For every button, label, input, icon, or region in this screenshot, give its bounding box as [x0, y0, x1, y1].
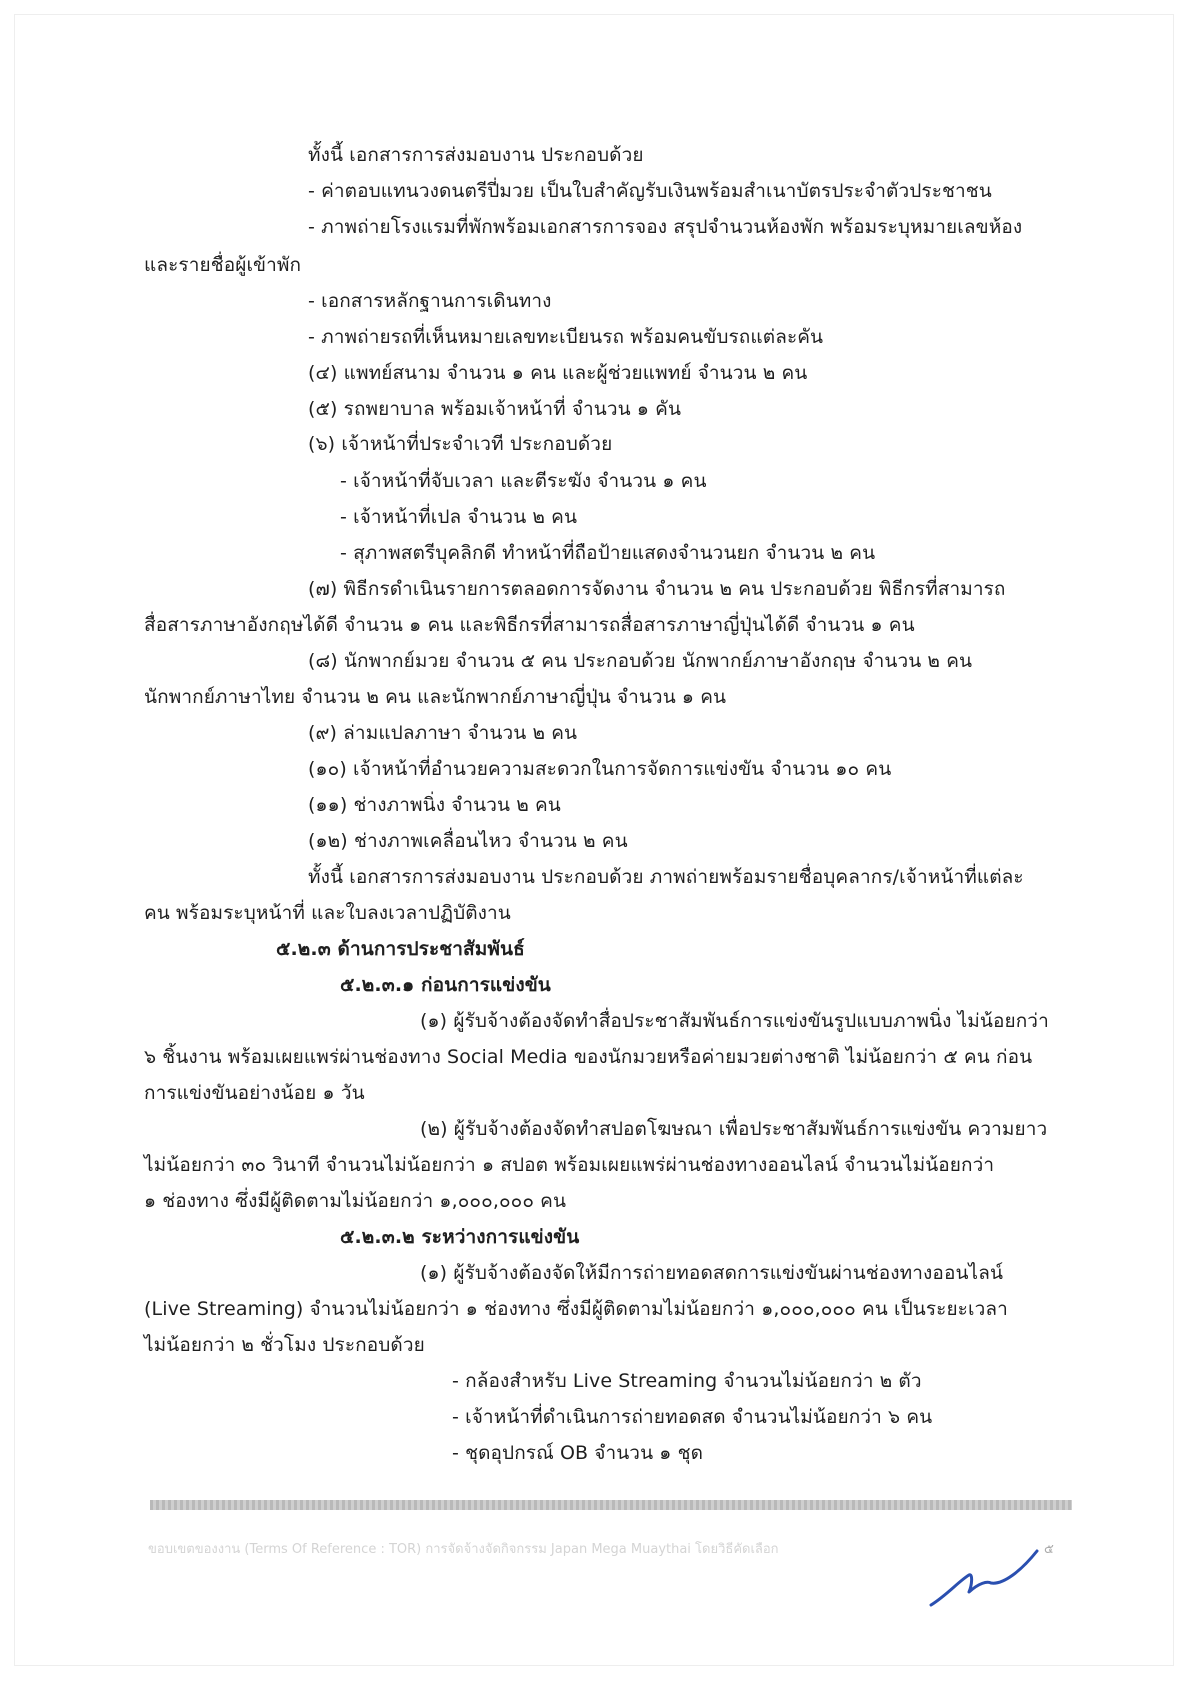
body-line: (๑๒) ช่างภาพเคลื่อนไหว จำนวน ๒ คน: [308, 830, 628, 852]
body-line: (Live Streaming) จำนวนไม่น้อยกว่า ๑ ช่องทาง ซึ่งมีผู้ติดตามไม่น้อยกว่า ๑,๐๐๐,๐๐๐ คน เป็นระยะเวลา: [144, 1298, 1008, 1320]
section-heading: ๕.๒.๓ ด้านการประชาสัมพันธ์: [276, 938, 525, 960]
body-line: ๖ ชิ้นงาน พร้อมเผยแพร่ผ่านช่องทาง Social Media ของนักมวยหรือค่ายมวยต่างชาติ ไม่น้อยกว่า ๕ คน ก่อน: [144, 1046, 1033, 1068]
body-line: - ค่าตอบแทนวงดนตรีปี่มวย เป็นใบสำคัญรับเงินพร้อมสำเนาบัตรประจำตัวประชาชน: [308, 180, 992, 202]
body-line: (๕) รถพยาบาล พร้อมเจ้าหน้าที่ จำนวน ๑ คัน: [308, 398, 682, 420]
body-line: ทั้งนี้ เอกสารการส่งมอบงาน ประกอบด้วย: [308, 144, 644, 166]
body-line: - เจ้าหน้าที่เปล จำนวน ๒ คน: [340, 506, 578, 528]
body-line: และรายชื่อผู้เข้าพัก: [144, 254, 302, 276]
body-line: (๑) ผู้รับจ้างต้องจัดทำสื่อประชาสัมพันธ์การแข่งขันรูปแบบภาพนิ่ง ไม่น้อยกว่า: [420, 1010, 1049, 1032]
body-line: - ชุดอุปกรณ์ OB จำนวน ๑ ชุด: [452, 1442, 704, 1464]
body-line: - เจ้าหน้าที่ดำเนินการถ่ายทอดสด จำนวนไม่น้อยกว่า ๖ คน: [452, 1406, 933, 1428]
body-line: (๙) ล่ามแปลภาษา จำนวน ๒ คน: [308, 722, 578, 744]
body-line: (๖) เจ้าหน้าที่ประจำเวที ประกอบด้วย: [308, 433, 613, 455]
page-number: ๕: [1044, 1542, 1054, 1557]
body-line: - เจ้าหน้าที่จับเวลา และตีระฆัง จำนวน ๑ คน: [340, 470, 707, 492]
signature-icon: [925, 1545, 1045, 1615]
body-line: ไม่น้อยกว่า ๒ ชั่วโมง ประกอบด้วย: [144, 1334, 425, 1356]
body-line: ๑ ช่องทาง ซึ่งมีผู้ติดตามไม่น้อยกว่า ๑,๐๐๐,๐๐๐ คน: [144, 1190, 567, 1212]
footer-text: ขอบเขตของงาน (Terms Of Reference : TOR) การจัดจ้างจัดกิจกรรม Japan Mega Muaythai โดยวิธีคัดเลือก: [148, 1542, 779, 1557]
body-line: คน พร้อมระบุหน้าที่ และใบลงเวลาปฏิบัติงาน: [144, 902, 511, 924]
section-heading: ๕.๒.๓.๒ ระหว่างการแข่งขัน: [340, 1226, 580, 1248]
body-line: (๘) นักพากย์มวย จำนวน ๕ คน ประกอบด้วย นักพากย์ภาษาอังกฤษ จำนวน ๒ คน: [308, 650, 973, 672]
body-line: ทั้งนี้ เอกสารการส่งมอบงาน ประกอบด้วย ภาพถ่ายพร้อมรายชื่อบุคลากร/เจ้าหน้าที่แต่ละ: [308, 866, 1024, 888]
body-line: (๗) พิธีกรดำเนินรายการตลอดการจัดงาน จำนวน ๒ คน ประกอบด้วย พิธีกรที่สามารถ: [308, 578, 1006, 600]
body-line: (๔) แพทย์สนาม จำนวน ๑ คน และผู้ช่วยแพทย์ จำนวน ๒ คน: [308, 362, 808, 384]
body-line: ไม่น้อยกว่า ๓๐ วินาที จำนวนไม่น้อยกว่า ๑ สปอต พร้อมเผยแพร่ผ่านช่องทางออนไลน์ จำนวนไม่น้อยกว่า: [144, 1154, 995, 1176]
body-line: - ภาพถ่ายโรงแรมที่พักพร้อมเอกสารการจอง สรุปจำนวนห้องพัก พร้อมระบุหมายเลขห้อง: [308, 216, 1023, 238]
body-line: การแข่งขันอย่างน้อย ๑ วัน: [144, 1082, 365, 1104]
body-line: - ภาพถ่ายรถที่เห็นหมายเลขทะเบียนรถ พร้อมคนขับรถแต่ละคัน: [308, 326, 824, 348]
body-line: (๒) ผู้รับจ้างต้องจัดทำสปอตโฆษณา เพื่อประชาสัมพันธ์การแข่งขัน ความยาว: [420, 1118, 1048, 1140]
body-line: สื่อสารภาษาอังกฤษได้ดี จำนวน ๑ คน และพิธีกรที่สามารถสื่อสารภาษาญี่ปุ่นได้ดี จำนวน ๑ คน: [144, 614, 915, 636]
body-line: - เอกสารหลักฐานการเดินทาง: [308, 290, 552, 312]
body-line: - กล้องสำหรับ Live Streaming จำนวนไม่น้อยกว่า ๒ ตัว: [452, 1370, 922, 1392]
footer-rule: [150, 1500, 1072, 1510]
section-heading: ๕.๒.๓.๑ ก่อนการแข่งขัน: [340, 974, 551, 996]
body-line: (๑๑) ช่างภาพนิ่ง จำนวน ๒ คน: [308, 794, 561, 816]
body-line: (๑) ผู้รับจ้างต้องจัดให้มีการถ่ายทอดสดการแข่งขันผ่านช่องทางออนไลน์: [420, 1262, 1004, 1284]
body-line: - สุภาพสตรีบุคลิกดี ทำหน้าที่ถือป้ายแสดงจำนวนยก จำนวน ๒ คน: [340, 542, 876, 564]
body-line: นักพากย์ภาษาไทย จำนวน ๒ คน และนักพากย์ภาษาญี่ปุ่น จำนวน ๑ คน: [144, 686, 727, 708]
body-line: (๑๐) เจ้าหน้าที่อำนวยความสะดวกในการจัดการแข่งขัน จำนวน ๑๐ คน: [308, 758, 892, 780]
